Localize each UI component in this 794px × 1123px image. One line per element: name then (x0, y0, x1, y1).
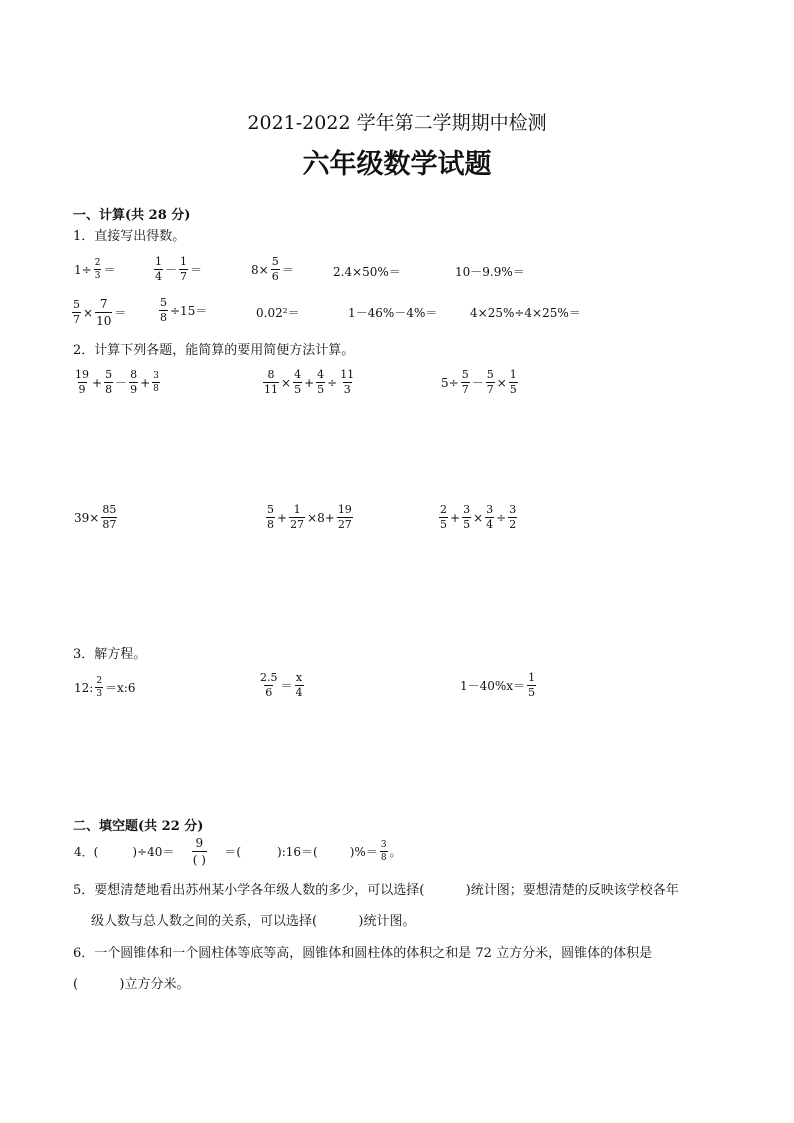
q4-line: 4．( )÷40＝ $\frac{9}{( )}$ ＝( ):16＝( )%＝ $\frac{3}{8}$ 。 (74, 836, 402, 867)
q2-expr-4: 39× $\frac{85}{87}$ (74, 503, 117, 531)
q1-item-5: 10－9.9%＝ (455, 265, 525, 279)
q2-label: 2．计算下列各题，能简算的要用简便方法计算。 (73, 343, 355, 358)
q3-equation-2: $\frac{2.5}{6}$ ＝ $\frac{x}{4}$ (260, 671, 303, 699)
q6-line-2: ( )立方分米。 (73, 977, 190, 992)
section2-heading: 二、填空题(共 22 分) (73, 819, 204, 834)
q3-label: 3．解方程。 (73, 647, 147, 662)
q1-item-4: 2.4×50%＝ (333, 265, 401, 279)
q5-line-1: 5．要想清楚地看出苏州某小学各年级人数的多少，可以选择( )统计图；要想清楚的反映该学校各年 (73, 883, 679, 898)
q2-expr-3: 5÷ $\frac{5}{7}$ － $\frac{5}{7}$ × $\frac{1}{5}$ (441, 368, 517, 396)
exam-subtitle: 2021-2022 学年第二学期期中检测 (247, 112, 547, 134)
q2-expr-5: $\frac{5}{8}$ + $\frac{1}{27}$ ×8+ $\frac{19}{27}$ (267, 503, 352, 531)
q2-expr-1: $\frac{19}{9}$ + $\frac{5}{8}$ － $\frac{8}{9}$ + $\frac{3}{8}$ (75, 368, 159, 396)
q1-label: 1．直接写出得数。 (73, 229, 186, 244)
exam-title: 六年级数学试题 (302, 149, 492, 180)
q1-item-6: $\frac{5}{7}$ × $\frac{7}{10}$ ＝ (73, 297, 127, 328)
q1-item-8: 0.02²＝ (256, 306, 300, 320)
q2-expr-6: $\frac{2}{5}$ + $\frac{3}{5}$ × $\frac{3}{4}$ ÷ $\frac{3}{2}$ (440, 503, 517, 531)
q6-line-1: 6．一个圆锥体和一个圆柱体等底等高，圆锥体和圆柱体的体积之和是 72 立方分米，圆锥体的体积是 (73, 946, 653, 961)
q5-line-2: 级人数与总人数之间的关系，可以选择( )统计图。 (91, 914, 416, 929)
q1-item-2: $\frac{1}{4}$ － $\frac{1}{7}$ ＝ (155, 255, 203, 283)
q2-expr-2: $\frac{8}{11}$ × $\frac{4}{5}$ + $\frac{4}{5}$ ÷ $\frac{11}{3}$ (264, 368, 355, 396)
q3-equation-1: 12: $\frac{2}{3}$ ＝x:6 (74, 676, 136, 699)
q3-equation-3: 1－40%x＝ $\frac{1}{5}$ (460, 671, 536, 699)
section1-heading: 一、计算(共 28 分) (73, 208, 191, 223)
q1-item-10: 4×25%÷4×25%＝ (470, 306, 581, 320)
q1-item-3: 8× $\frac{5}{6}$ ＝ (251, 255, 294, 283)
q1-item-9: 1－46%－4%＝ (348, 306, 438, 320)
q1-item-7: $\frac{5}{8}$ ÷15＝ (160, 296, 208, 324)
q1-item-1: 1÷ $\frac{2}{3}$ ＝ (74, 258, 116, 281)
